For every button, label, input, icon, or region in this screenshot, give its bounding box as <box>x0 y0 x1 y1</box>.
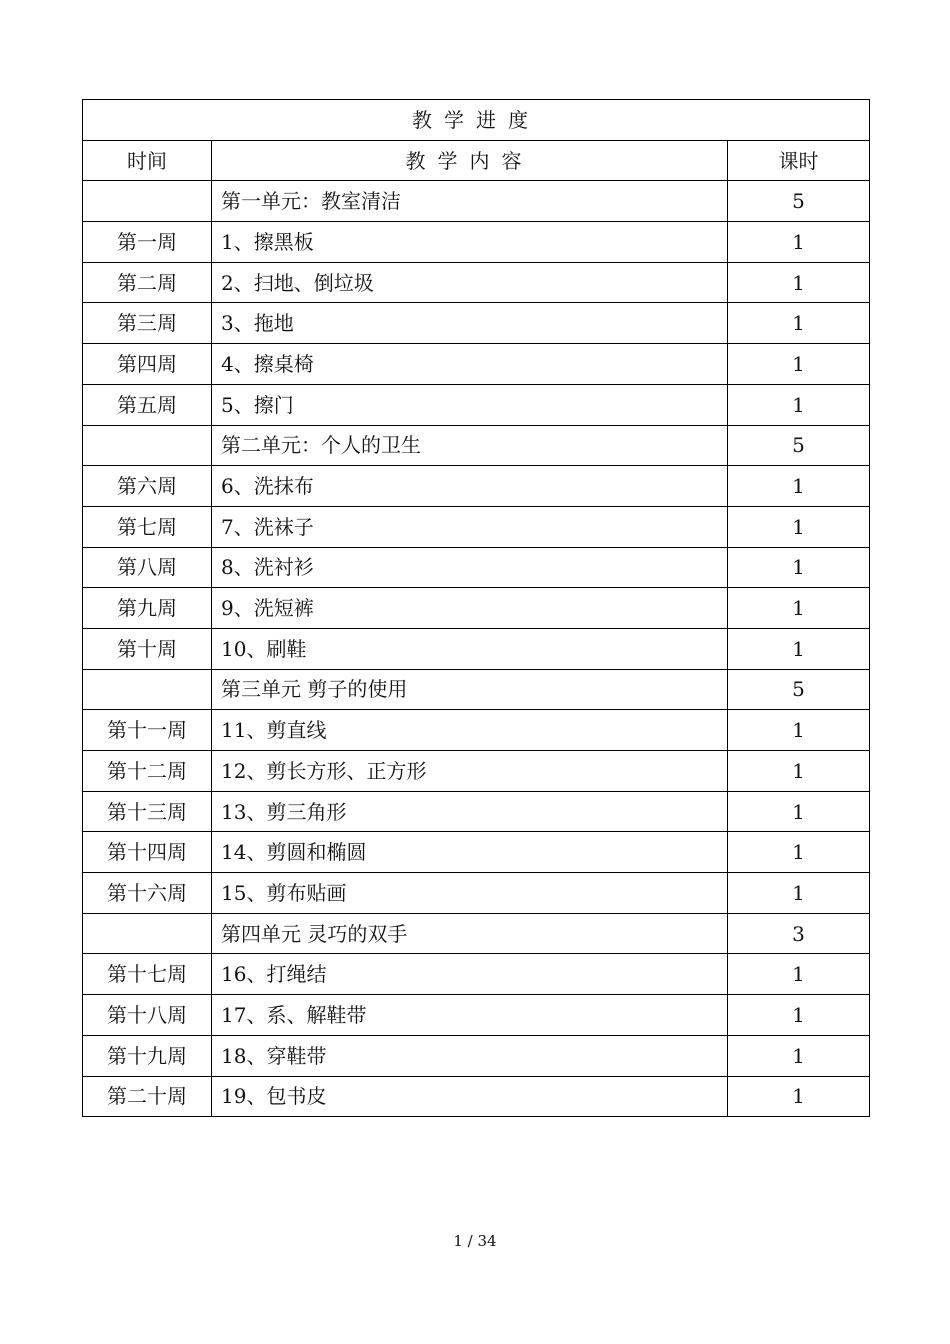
content-cell: 第一单元：教室清洁 <box>212 181 728 222</box>
content-cell: 9、洗短裤 <box>212 588 728 629</box>
hours-cell: 1 <box>728 506 870 547</box>
table-row <box>83 344 870 385</box>
week-cell <box>83 425 212 466</box>
hours-cell: 1 <box>728 547 870 588</box>
content-cell: 3、拖地 <box>212 303 728 344</box>
content-cell: 4、擦桌椅 <box>212 344 728 385</box>
table-row <box>83 913 870 954</box>
hours-cell: 1 <box>728 384 870 425</box>
content-cell: 14、剪圆和椭圆 <box>212 832 728 873</box>
table-row <box>83 751 870 792</box>
content-cell: 1、擦黑板 <box>212 222 728 263</box>
table-row <box>83 995 870 1036</box>
hours-cell: 1 <box>728 1076 870 1117</box>
hours-cell: 1 <box>728 751 870 792</box>
week-cell: 第三周 <box>83 303 212 344</box>
table-title: 教学进度 <box>83 100 870 141</box>
content-cell: 第四单元 灵巧的双手 <box>212 913 728 954</box>
hours-cell: 1 <box>728 588 870 629</box>
hours-cell: 1 <box>728 303 870 344</box>
week-cell: 第一周 <box>83 222 212 263</box>
hours-cell: 1 <box>728 222 870 263</box>
header-week: 时间 <box>83 140 212 181</box>
page-number: 1 / 34 <box>453 1232 497 1250</box>
week-cell: 第十八周 <box>83 995 212 1036</box>
content-cell: 19、包书皮 <box>212 1076 728 1117</box>
content-cell: 10、刷鞋 <box>212 628 728 669</box>
hours-cell: 1 <box>728 344 870 385</box>
hours-cell: 1 <box>728 710 870 751</box>
content-cell: 第二单元：个人的卫生 <box>212 425 728 466</box>
table-row <box>83 303 870 344</box>
week-cell: 第十九周 <box>83 1035 212 1076</box>
hours-cell: 1 <box>728 873 870 914</box>
content-cell: 2、扫地、倒垃圾 <box>212 262 728 303</box>
hours-cell: 1 <box>728 995 870 1036</box>
week-cell <box>83 669 212 710</box>
content-cell: 6、洗抹布 <box>212 466 728 507</box>
table-row <box>83 384 870 425</box>
hours-cell: 1 <box>728 628 870 669</box>
week-cell: 第九周 <box>83 588 212 629</box>
table-header-row <box>83 140 870 181</box>
table-title-row <box>83 100 870 141</box>
hours-cell: 1 <box>728 1035 870 1076</box>
header-hours: 课时 <box>728 140 870 181</box>
table-row <box>83 710 870 751</box>
table-row <box>83 628 870 669</box>
content-cell: 11、剪直线 <box>212 710 728 751</box>
week-cell: 第五周 <box>83 384 212 425</box>
week-cell: 第十二周 <box>83 751 212 792</box>
hours-cell: 1 <box>728 262 870 303</box>
schedule-table <box>82 99 870 1117</box>
week-cell: 第二周 <box>83 262 212 303</box>
table-row <box>83 954 870 995</box>
header-content: 教学内容 <box>212 140 728 181</box>
week-cell: 第十七周 <box>83 954 212 995</box>
content-cell: 12、剪长方形、正方形 <box>212 751 728 792</box>
hours-cell: 1 <box>728 466 870 507</box>
week-cell: 第十四周 <box>83 832 212 873</box>
content-cell: 17、系、解鞋带 <box>212 995 728 1036</box>
content-cell: 7、洗袜子 <box>212 506 728 547</box>
table-row <box>83 506 870 547</box>
week-cell: 第四周 <box>83 344 212 385</box>
table-row <box>83 466 870 507</box>
table-row <box>83 425 870 466</box>
table-row <box>83 181 870 222</box>
table-row <box>83 547 870 588</box>
content-cell: 13、剪三角形 <box>212 791 728 832</box>
table-row <box>83 873 870 914</box>
content-cell: 第三单元 剪子的使用 <box>212 669 728 710</box>
week-cell: 第二十周 <box>83 1076 212 1117</box>
week-cell: 第八周 <box>83 547 212 588</box>
week-cell: 第十六周 <box>83 873 212 914</box>
table-row <box>83 832 870 873</box>
hours-cell: 3 <box>728 913 870 954</box>
week-cell: 第十周 <box>83 628 212 669</box>
content-cell: 15、剪布贴画 <box>212 873 728 914</box>
hours-cell: 5 <box>728 425 870 466</box>
content-cell: 5、擦门 <box>212 384 728 425</box>
hours-cell: 1 <box>728 832 870 873</box>
week-cell <box>83 913 212 954</box>
table-row <box>83 222 870 263</box>
hours-cell: 5 <box>728 669 870 710</box>
content-cell: 16、打绳结 <box>212 954 728 995</box>
table-row <box>83 1076 870 1117</box>
table-row <box>83 791 870 832</box>
hours-cell: 5 <box>728 181 870 222</box>
hours-cell: 1 <box>728 791 870 832</box>
week-cell: 第七周 <box>83 506 212 547</box>
table-row <box>83 669 870 710</box>
table-row <box>83 262 870 303</box>
week-cell: 第十三周 <box>83 791 212 832</box>
week-cell: 第十一周 <box>83 710 212 751</box>
table-row <box>83 1035 870 1076</box>
week-cell: 第六周 <box>83 466 212 507</box>
hours-cell: 1 <box>728 954 870 995</box>
content-cell: 18、穿鞋带 <box>212 1035 728 1076</box>
content-cell: 8、洗衬衫 <box>212 547 728 588</box>
table-row <box>83 588 870 629</box>
week-cell <box>83 181 212 222</box>
